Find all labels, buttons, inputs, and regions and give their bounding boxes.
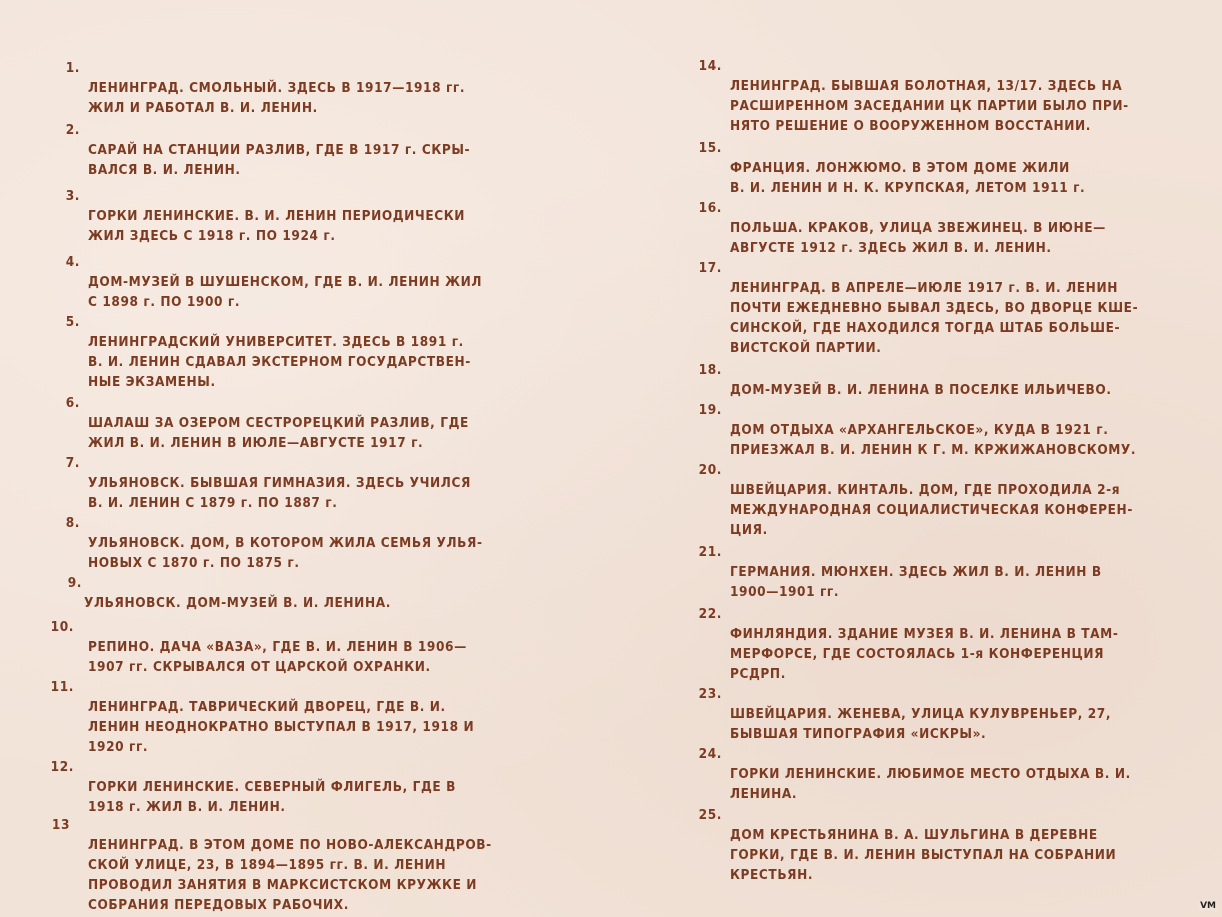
item-number: 14. xyxy=(698,58,722,74)
item-number: 5. xyxy=(65,314,80,330)
item-text: ГОРКИ ЛЕНИНСКИЕ. ЛЮБИМОЕ МЕСТО ОТДЫХА В. И. ЛЕНИНА. xyxy=(730,766,1131,802)
item-number: 10. xyxy=(50,619,74,635)
item-text: ШВЕЙЦАРИЯ. КИНТАЛЬ. ДОМ, ГДЕ ПРОХОДИЛА 2-я МЕЖДУНАРОДНАЯ СОЦИАЛИСТИЧЕСКАЯ КОНФЕРЕН- ЦИЯ. xyxy=(730,482,1133,538)
item-number: 7. xyxy=(65,455,80,471)
item-number: 24. xyxy=(698,746,722,762)
item-number: 19. xyxy=(698,402,722,418)
item-text: РЕПИНО. ДАЧА «ВАЗА», ГДЕ В. И. ЛЕНИН В 1906— 1907 гг. СКРЫВАЛСЯ ОТ ЦАРСКОЙ ОХРАНКИ. xyxy=(88,639,467,675)
item-text: ГОРКИ ЛЕНИНСКИЕ. В. И. ЛЕНИН ПЕРИОДИЧЕСКИ ЖИЛ ЗДЕСЬ С 1918 г. ПО 1924 г. xyxy=(88,208,466,244)
item-text: ШВЕЙЦАРИЯ. ЖЕНЕВА, УЛИЦА КУЛУВРЕНЬЕР, 27, БЫВШАЯ ТИПОГРАФИЯ «ИСКРЫ». xyxy=(730,706,1112,742)
item-number: 13 xyxy=(51,817,70,833)
item-number: 22. xyxy=(698,606,722,622)
item-text: ЛЕНИНГРАД. В АПРЕЛЕ—ИЮЛЕ 1917 г. В. И. ЛЕНИН ПОЧТИ ЕЖЕДНЕВНО БЫВАЛ ЗДЕСЬ, ВО ДВОРЦЕ КШЕ- СИНСКОЙ, ГДЕ НАХОДИЛСЯ ТОГДА ШТАБ БОЛЬШЕ- ВИСТСКОЙ ПАРТИИ. xyxy=(730,280,1139,356)
item-text: УЛЬЯНОВСК. ДОМ-МУЗЕЙ В. И. ЛЕНИНА. xyxy=(84,595,391,611)
item-number: 17. xyxy=(698,260,722,276)
item-number: 12. xyxy=(50,759,74,775)
item-number: 8. xyxy=(65,515,80,531)
item-number: 23. xyxy=(698,686,722,702)
item-text: ШАЛАШ ЗА ОЗЕРОМ СЕСТРОРЕЦКИЙ РАЗЛИВ, ГДЕ ЖИЛ В. И. ЛЕНИН В ИЮЛЕ—АВГУСТЕ 1917 г. xyxy=(88,415,469,451)
watermark: VM xyxy=(1200,901,1216,911)
item-text: ГОРКИ ЛЕНИНСКИЕ. СЕВЕРНЫЙ ФЛИГЕЛЬ, ГДЕ В 1918 г. ЖИЛ В. И. ЛЕНИН. xyxy=(88,779,456,815)
item-text: ФИНЛЯНДИЯ. ЗДАНИЕ МУЗЕЯ В. И. ЛЕНИНА В ТАМ- МЕРФОРСЕ, ГДЕ СОСТОЯЛАСЬ 1-я КОНФЕРЕНЦИЯ РСДРП. xyxy=(730,626,1119,682)
item-text: ДОМ-МУЗЕЙ В ШУШЕНСКОМ, ГДЕ В. И. ЛЕНИН ЖИЛ С 1898 г. ПО 1900 г. xyxy=(88,274,483,310)
item-text: ДОМ-МУЗЕЙ В. И. ЛЕНИНА В ПОСЕЛКЕ ИЛЬИЧЕВО. xyxy=(730,382,1112,398)
item-number: 21. xyxy=(698,544,722,560)
item-number: 9. xyxy=(67,575,82,591)
item-text: ЛЕНИНГРАД. БЫВШАЯ БОЛОТНАЯ, 13/17. ЗДЕСЬ НА РАСШИРЕННОМ ЗАСЕДАНИИ ЦК ПАРТИИ БЫЛО ПРИ- НЯТО РЕШЕНИЕ О ВООРУЖЕННОМ ВОССТАНИИ. xyxy=(730,78,1129,134)
item-number: 16. xyxy=(698,200,722,216)
item-text: САРАЙ НА СТАНЦИИ РАЗЛИВ, ГДЕ В 1917 г. СКРЫ- ВАЛСЯ В. И. ЛЕНИН. xyxy=(88,142,471,178)
item-number: 11. xyxy=(50,679,74,695)
item-number: 18. xyxy=(698,362,722,378)
item-text: ПОЛЬША. КРАКОВ, УЛИЦА ЗВЕЖИНЕЦ. В ИЮНЕ— АВГУСТЕ 1912 г. ЗДЕСЬ ЖИЛ В. И. ЛЕНИН. xyxy=(730,220,1106,256)
item-text: ЛЕНИНГРАД. В ЭТОМ ДОМЕ ПО НОВО-АЛЕКСАНДРОВ- СКОЙ УЛИЦЕ, 23, В 1894—1895 гг. В. И. ЛЕНИН ПРОВОДИЛ ЗАНЯТИЯ В МАРКСИСТСКОМ КРУЖКЕ И СОБРАНИЯ ПЕРЕДОВЫХ РАБОЧИХ. xyxy=(88,837,492,913)
item-text: ДОМ КРЕСТЬЯНИНА В. А. ШУЛЬГИНА В ДЕРЕВНЕ ГОРКИ, ГДЕ В. И. ЛЕНИН ВЫСТУПАЛ НА СОБРАНИИ КРЕСТЬЯН. xyxy=(730,827,1117,883)
item-text: ГЕРМАНИЯ. МЮНХЕН. ЗДЕСЬ ЖИЛ В. И. ЛЕНИН В 1900—1901 гг. xyxy=(730,564,1102,600)
item-text: ЛЕНИНГРАДСКИЙ УНИВЕРСИТЕТ. ЗДЕСЬ В 1891 г. В. И. ЛЕНИН СДАВАЛ ЭКСТЕРНОМ ГОСУДАРСТВЕН- НЫЕ ЭКЗАМЕНЫ. xyxy=(88,334,471,390)
item-number: 4. xyxy=(65,254,80,270)
item-text: ФРАНЦИЯ. ЛОНЖЮМО. В ЭТОМ ДОМЕ ЖИЛИ В. И. ЛЕНИН И Н. К. КРУПСКАЯ, ЛЕТОМ 1911 г. xyxy=(730,160,1086,196)
item-text: УЛЬЯНОВСК. ДОМ, В КОТОРОМ ЖИЛА СЕМЬЯ УЛЬЯ- НОВЫХ С 1870 г. ПО 1875 г. xyxy=(88,535,483,571)
item-text: ДОМ ОТДЫХА «АРХАНГЕЛЬСКОЕ», КУДА В 1921 г. ПРИЕЗЖАЛ В. И. ЛЕНИН К Г. М. КРЖИЖАНОВСКОМУ. xyxy=(730,422,1137,458)
item-number: 1. xyxy=(65,60,80,76)
item-number: 20. xyxy=(698,462,722,478)
item-text: ЛЕНИНГРАД. СМОЛЬНЫЙ. ЗДЕСЬ В 1917—1918 гг. ЖИЛ И РАБОТАЛ В. И. ЛЕНИН. xyxy=(88,80,466,116)
item-number: 2. xyxy=(65,122,80,138)
item-text: УЛЬЯНОВСК. БЫВШАЯ ГИМНАЗИЯ. ЗДЕСЬ УЧИЛСЯ В. И. ЛЕНИН С 1879 г. ПО 1887 г. xyxy=(88,475,471,511)
item-text: ЛЕНИНГРАД. ТАВРИЧЕСКИЙ ДВОРЕЦ, ГДЕ В. И. ЛЕНИН НЕОДНОКРАТНО ВЫСТУПАЛ В 1917, 1918 И 1920 гг. xyxy=(88,699,475,755)
item-number: 6. xyxy=(65,395,80,411)
item-number: 25. xyxy=(698,807,722,823)
item-number: 15. xyxy=(698,140,722,156)
item-number: 3. xyxy=(65,188,80,204)
